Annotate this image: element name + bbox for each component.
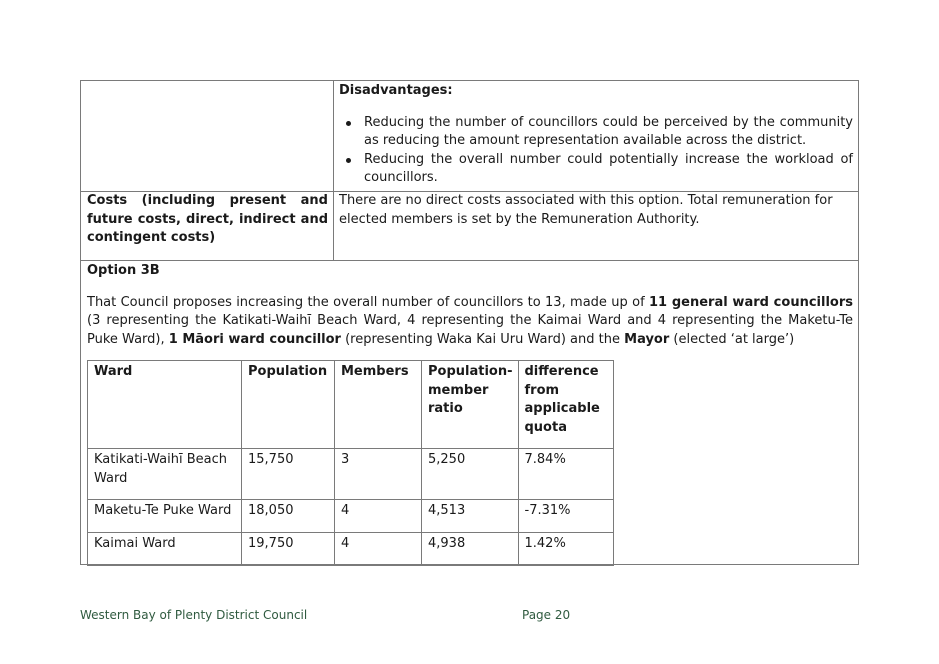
option-heading: Option 3B: [87, 263, 160, 278]
table-row: [88, 533, 614, 566]
option-bold-text: Mayor: [624, 331, 670, 347]
ratio-cell: 4,938: [422, 533, 519, 566]
members-cell: 3: [335, 449, 422, 500]
ward-name: Kaimai Ward: [88, 533, 242, 566]
option-bold-text: 1 Māori ward councillor: [168, 331, 341, 347]
option-text: (3 representing the Katikati-Waihī Beach Ward, 4 representing the Kaimai Ward and 4 representing the Maketu-Te Puke Ward),: [87, 313, 853, 347]
ward-name: Maketu-Te Puke Ward: [88, 500, 242, 533]
option-table: [80, 80, 859, 565]
disadvantages-list: [339, 114, 853, 188]
table-row: [88, 500, 614, 533]
column-divider: [333, 81, 334, 261]
disadvantage-item: Reducing the number of councillors could be perceived by the community as reducing the amount representation available across the district.: [339, 114, 853, 151]
column-header-difference: difference from applicable quota: [518, 361, 613, 449]
members-cell: 4: [335, 533, 422, 566]
column-header-members: Members: [335, 361, 422, 449]
difference-cell: -7.31%: [518, 500, 613, 533]
column-header-ratio: Population-member ratio: [422, 361, 519, 449]
footer-organisation: Western Bay of Plenty District Council: [80, 608, 308, 622]
costs-label: Costs (including present and future costs, direct, indirect and contingent costs): [87, 193, 328, 245]
option-text: That Council proposes increasing the overall number of councillors to 13, made up of: [87, 294, 645, 310]
members-cell: 4: [335, 500, 422, 533]
option-section: [87, 262, 853, 349]
option-text: (elected ‘at large’): [673, 331, 795, 347]
ratio-cell: 4,513: [422, 500, 519, 533]
disadvantages-cell: [339, 82, 853, 188]
population-cell: 18,050: [242, 500, 335, 533]
row-divider: [81, 260, 858, 261]
ward-table-header: [88, 361, 614, 449]
footer-page-number: Page 20: [522, 608, 571, 622]
option-text: (representing Waka Kai Uru Ward) and the: [345, 331, 620, 347]
difference-cell: 1.42%: [518, 533, 613, 566]
population-cell: 19,750: [242, 533, 335, 566]
disadvantage-item: Reducing the overall number could potentially increase the workload of councillors.: [339, 151, 853, 188]
ward-table: [87, 360, 614, 566]
option-bold-text: 11 general ward councillors: [649, 294, 853, 310]
costs-text: There are no direct costs associated with this option. Total remuneration for elected members is set by the Remuneration Authority.: [339, 193, 833, 227]
difference-cell: 7.84%: [518, 449, 613, 500]
population-cell: 15,750: [242, 449, 335, 500]
column-header-population: Population: [242, 361, 335, 449]
column-header-ward: Ward: [88, 361, 242, 449]
disadvantages-heading: Disadvantages:: [339, 83, 453, 98]
ratio-cell: 5,250: [422, 449, 519, 500]
option-paragraph: [87, 294, 853, 350]
ward-name: Katikati-Waihī Beach Ward: [88, 449, 242, 500]
table-row: [88, 449, 614, 500]
